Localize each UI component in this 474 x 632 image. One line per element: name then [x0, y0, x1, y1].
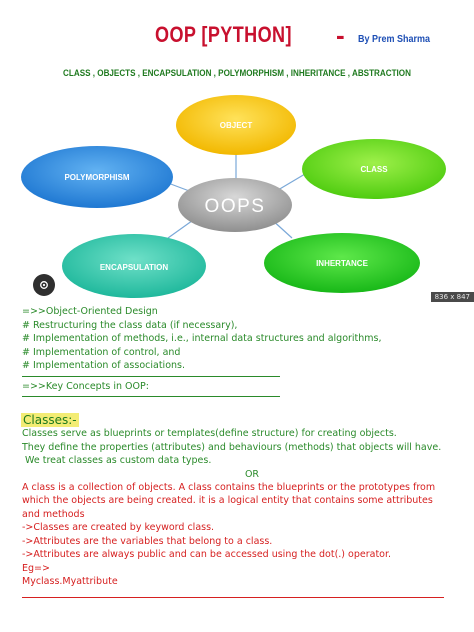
page-title: OOP [PYTHON]: [155, 22, 292, 47]
classes-red-line: A class is a collection of objects. A class contains the blueprints or the prototypes from: [22, 481, 436, 493]
classes-red-line: Myclass.Myattribute: [22, 576, 118, 587]
title-dash: -: [336, 20, 345, 50]
node-inheritance: [264, 233, 420, 293]
oops-diagram: [0, 88, 474, 302]
image-size-tag: 836 x 847: [431, 292, 474, 302]
ood-line: =>>Object-Oriented Design: [22, 306, 158, 317]
page-subtitle: CLASS , OBJECTS , ENCAPSULATION , POLYMORPHISM , INHERITANCE , ABSTRACTION: [63, 68, 411, 78]
classes-heading: Classes:-: [23, 413, 77, 427]
classes-red-line: which the objects are being created. it is a logical entity that contains some attributes: [22, 495, 433, 506]
classes-green-line: Classes serve as blueprints or templates(define structure) for creating objects.: [22, 428, 397, 439]
node-inheritance-label: INHERTANCE: [316, 259, 368, 268]
node-object: [176, 95, 296, 155]
or-separator: OR: [244, 468, 260, 480]
node-center-oops: [178, 178, 292, 232]
ood-line: # Restructuring the class data (if necessary),: [22, 319, 238, 331]
classes-red-line: Eg=>: [22, 562, 50, 574]
classes-green-line: They define the properties (attributes) and behaviours (methods) that objects will have.: [22, 441, 442, 453]
lens-search-icon: [38, 279, 50, 291]
node-center-label: OOPS: [204, 196, 266, 217]
lens-search-button[interactable]: [33, 274, 55, 296]
node-polymorphism-label: POLYMORPHISM: [64, 173, 130, 182]
divider: [22, 597, 444, 598]
node-class: [302, 139, 446, 199]
divider: [22, 396, 280, 397]
node-encapsulation: [62, 234, 206, 298]
ood-line: # Implementation of control, and: [22, 346, 181, 358]
author-credit: By Prem Sharma: [358, 34, 431, 45]
node-class-label: CLASS: [360, 165, 388, 174]
classes-red-line: and methods: [22, 508, 85, 520]
classes-red-line: ->Classes are created by keyword class.: [22, 522, 215, 533]
node-object-label: OBJECT: [219, 121, 253, 130]
ood-line: # Implementation of methods, i.e., internal data structures and algorithms,: [22, 333, 382, 344]
node-encapsulation-label: ENCAPSULATION: [99, 263, 169, 272]
classes-red-line: ->Attributes are the variables that belong to a class.: [22, 535, 273, 547]
title-row: [0, 22, 474, 54]
divider: [22, 376, 280, 377]
content-text: [22, 305, 462, 598]
node-polymorphism: [21, 146, 173, 208]
classes-red-line: ->Attributes are always public and can be accessed using the dot(.) operator.: [22, 549, 392, 560]
ood-line: # Implementation of associations.: [22, 360, 185, 371]
key-concepts-line: =>>Key Concepts in OOP:: [22, 380, 149, 392]
classes-green-line: We treat classes as custom data types.: [22, 455, 212, 466]
